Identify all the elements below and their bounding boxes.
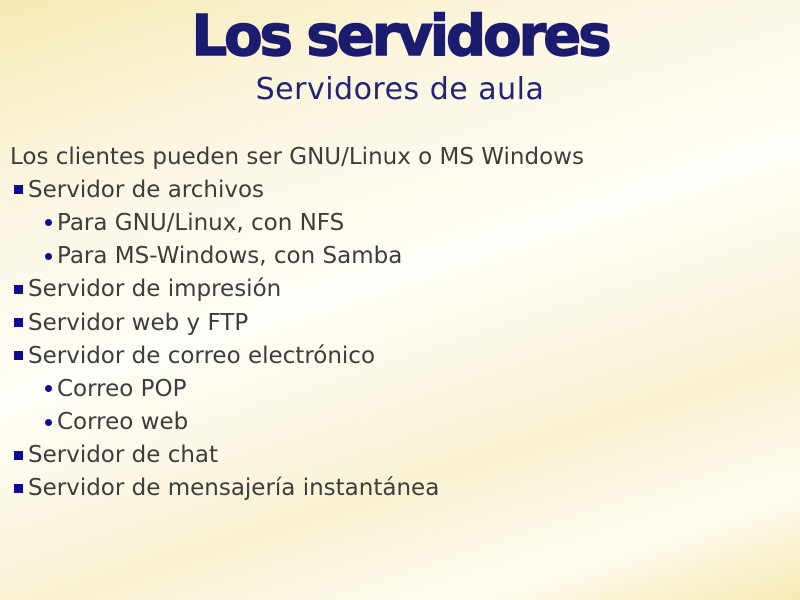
bullet-list bbox=[10, 140, 794, 505]
list-item bbox=[10, 339, 794, 372]
list-item bbox=[10, 273, 794, 306]
list-item-text: Servidor de chat bbox=[28, 442, 219, 469]
slide-title: Los servidores bbox=[191, 4, 609, 69]
slide-subtitle: Servidores de aula bbox=[255, 72, 545, 107]
list-item bbox=[10, 173, 794, 206]
list-item-text: Para GNU/Linux, con NFS bbox=[57, 209, 345, 236]
dot-bullet-icon bbox=[45, 419, 52, 426]
list-item bbox=[10, 472, 794, 505]
dot-bullet-icon bbox=[45, 385, 52, 392]
list-item-text: Servidor web y FTP bbox=[28, 309, 249, 336]
list-item-text: Para MS-Windows, con Samba bbox=[57, 243, 403, 270]
list-item bbox=[10, 406, 794, 439]
list-item-text: Servidor de mensajería instantánea bbox=[28, 475, 440, 502]
list-item-text: Servidor de archivos bbox=[28, 176, 265, 203]
square-bullet-icon bbox=[14, 484, 23, 493]
square-bullet-icon bbox=[14, 318, 23, 327]
list-item bbox=[10, 439, 794, 472]
list-item-text: Servidor de impresión bbox=[28, 276, 282, 303]
square-bullet-icon bbox=[14, 185, 23, 194]
square-bullet-icon bbox=[14, 451, 23, 460]
list-item bbox=[10, 240, 794, 273]
list-item bbox=[10, 140, 794, 173]
dot-bullet-icon bbox=[45, 253, 52, 260]
list-item-text: Correo web bbox=[57, 409, 189, 436]
list-item-text: Correo POP bbox=[57, 375, 187, 402]
list-item bbox=[10, 306, 794, 339]
list-item-text: Los clientes pueden ser GNU/Linux o MS Windows bbox=[10, 143, 584, 170]
dot-bullet-icon bbox=[45, 219, 52, 226]
list-item bbox=[10, 372, 794, 405]
square-bullet-icon bbox=[14, 351, 23, 360]
list-item-text: Servidor de correo electrónico bbox=[28, 342, 376, 369]
list-item bbox=[10, 206, 794, 239]
square-bullet-icon bbox=[14, 285, 23, 294]
